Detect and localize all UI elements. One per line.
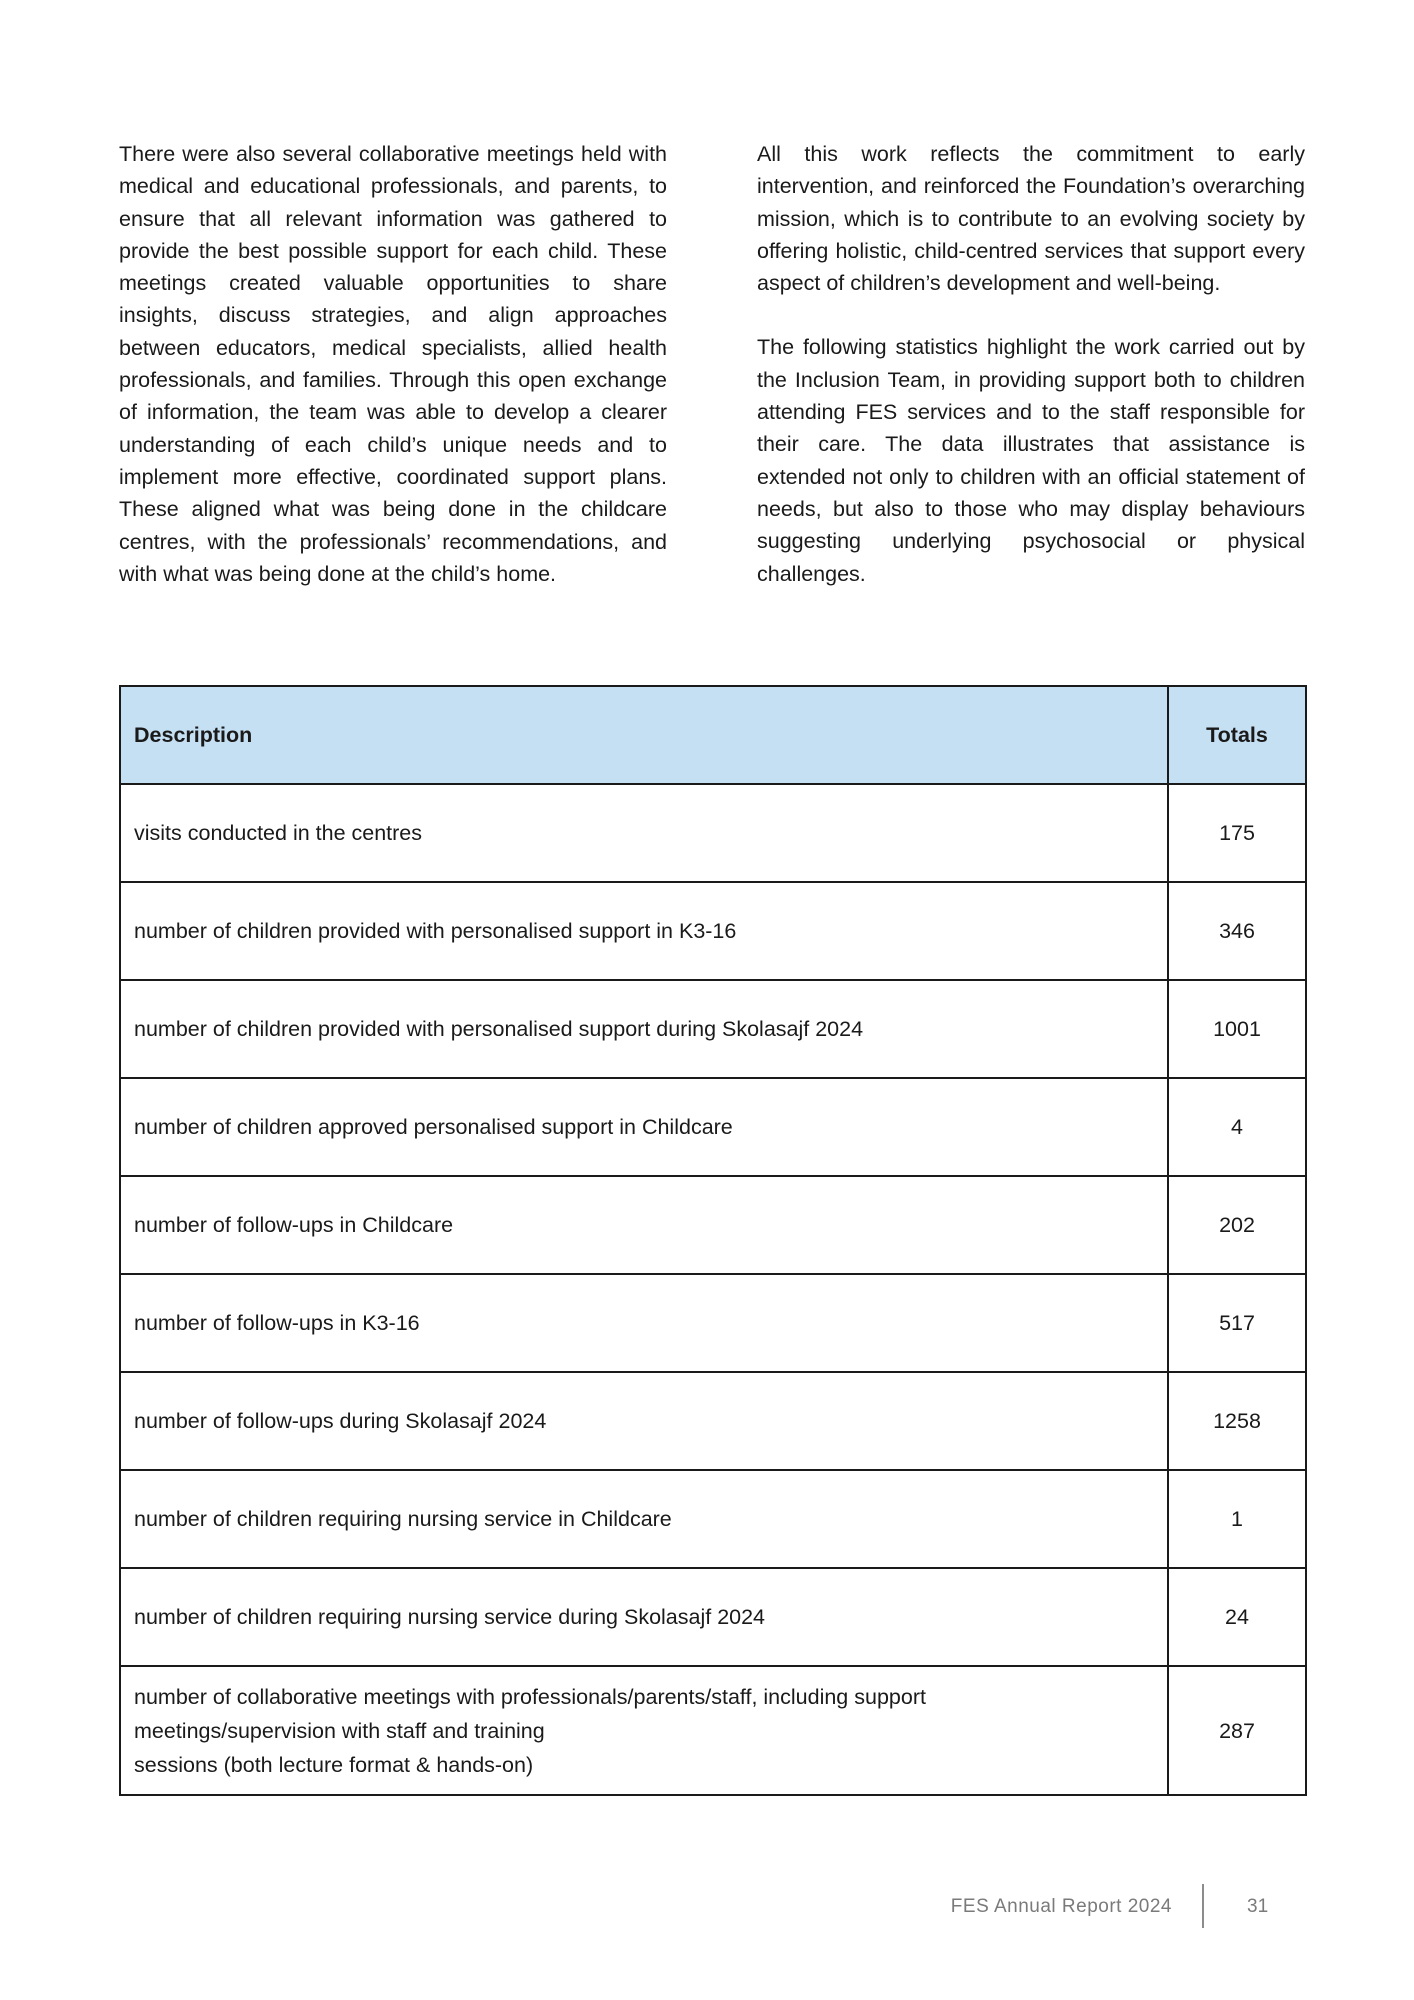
row-description xyxy=(120,1666,1168,1795)
text-columns xyxy=(119,138,1305,590)
row-description: number of follow-ups in Childcare xyxy=(120,1176,1168,1274)
footer-report-title: FES Annual Report 2024 xyxy=(950,1896,1172,1917)
paragraph: All this work reflects the commitment to early intervention, and reinforced the Foundation’s overarching mission, which is to contribute to an evolving society by offering holistic, child-centred services that support every aspect of children’s development and well-being. xyxy=(757,142,1305,296)
inclusion-statistics-table xyxy=(119,685,1307,1796)
table-row xyxy=(120,980,1306,1078)
footer-divider xyxy=(1202,1884,1204,1928)
paragraph: There were also several collaborative meetings held with medical and educational professionals, and parents, to ensure that all relevant information was gathered to provide the best possible support for each child. These meetings created valuable opportunities to share insights, discuss strategies, and align approaches between educators, medical specialists, allied health professionals, and families. Through this open exchange of information, the team was able to develop a clearer understanding of each child’s unique needs and to implement more effective, coordinated support plans. These aligned what was being done in the childcare centres, with the professionals’ recommendations, and with what was being done at the child’s home. xyxy=(119,142,667,586)
table-header-row xyxy=(120,686,1306,784)
row-description-line: meetings/supervision with staff and training xyxy=(134,1718,545,1743)
table-row xyxy=(120,1078,1306,1176)
column-header-description: Description xyxy=(120,686,1168,784)
table-row xyxy=(120,784,1306,882)
row-description-line: number of collaborative meetings with professionals/parents/staff, including support xyxy=(134,1684,926,1709)
paragraph: The following statistics highlight the work carried out by the Inclusion Team, in providing support both to children attending FES services and to the staff responsible for their care. The data illustrates that assistance is extended not only to children with an official statement of needs, but also to those who may display behaviours suggesting underlying psychosocial or physical challenges. xyxy=(757,335,1305,586)
table-row xyxy=(120,882,1306,980)
row-description: number of follow-ups during Skolasajf 2024 xyxy=(120,1372,1168,1470)
page-footer xyxy=(0,1884,1414,1932)
row-description: number of children provided with personalised support during Skolasajf 2024 xyxy=(120,980,1168,1078)
row-description: number of children requiring nursing service during Skolasajf 2024 xyxy=(120,1568,1168,1666)
right-column xyxy=(757,138,1305,590)
left-column xyxy=(119,138,667,590)
row-description: number of children approved personalised support in Childcare xyxy=(120,1078,1168,1176)
row-total: 175 xyxy=(1168,784,1306,882)
row-description: visits conducted in the centres xyxy=(120,784,1168,882)
row-description-line: sessions (both lecture format & hands-on) xyxy=(134,1752,534,1777)
row-total: 24 xyxy=(1168,1568,1306,1666)
table-row xyxy=(120,1568,1306,1666)
column-header-totals: Totals xyxy=(1168,686,1306,784)
table-row xyxy=(120,1176,1306,1274)
row-total: 4 xyxy=(1168,1078,1306,1176)
row-description: number of children provided with personalised support in K3-16 xyxy=(120,882,1168,980)
table-row xyxy=(120,1372,1306,1470)
row-total: 346 xyxy=(1168,882,1306,980)
row-total: 517 xyxy=(1168,1274,1306,1372)
table-row xyxy=(120,1274,1306,1372)
row-total: 287 xyxy=(1168,1666,1306,1795)
row-description: number of follow-ups in K3-16 xyxy=(120,1274,1168,1372)
table-row xyxy=(120,1470,1306,1568)
table-row xyxy=(120,1666,1306,1795)
row-total: 1 xyxy=(1168,1470,1306,1568)
row-total: 1258 xyxy=(1168,1372,1306,1470)
row-total: 1001 xyxy=(1168,980,1306,1078)
row-total: 202 xyxy=(1168,1176,1306,1274)
row-description: number of children requiring nursing service in Childcare xyxy=(120,1470,1168,1568)
page-number: 31 xyxy=(1247,1896,1269,1917)
